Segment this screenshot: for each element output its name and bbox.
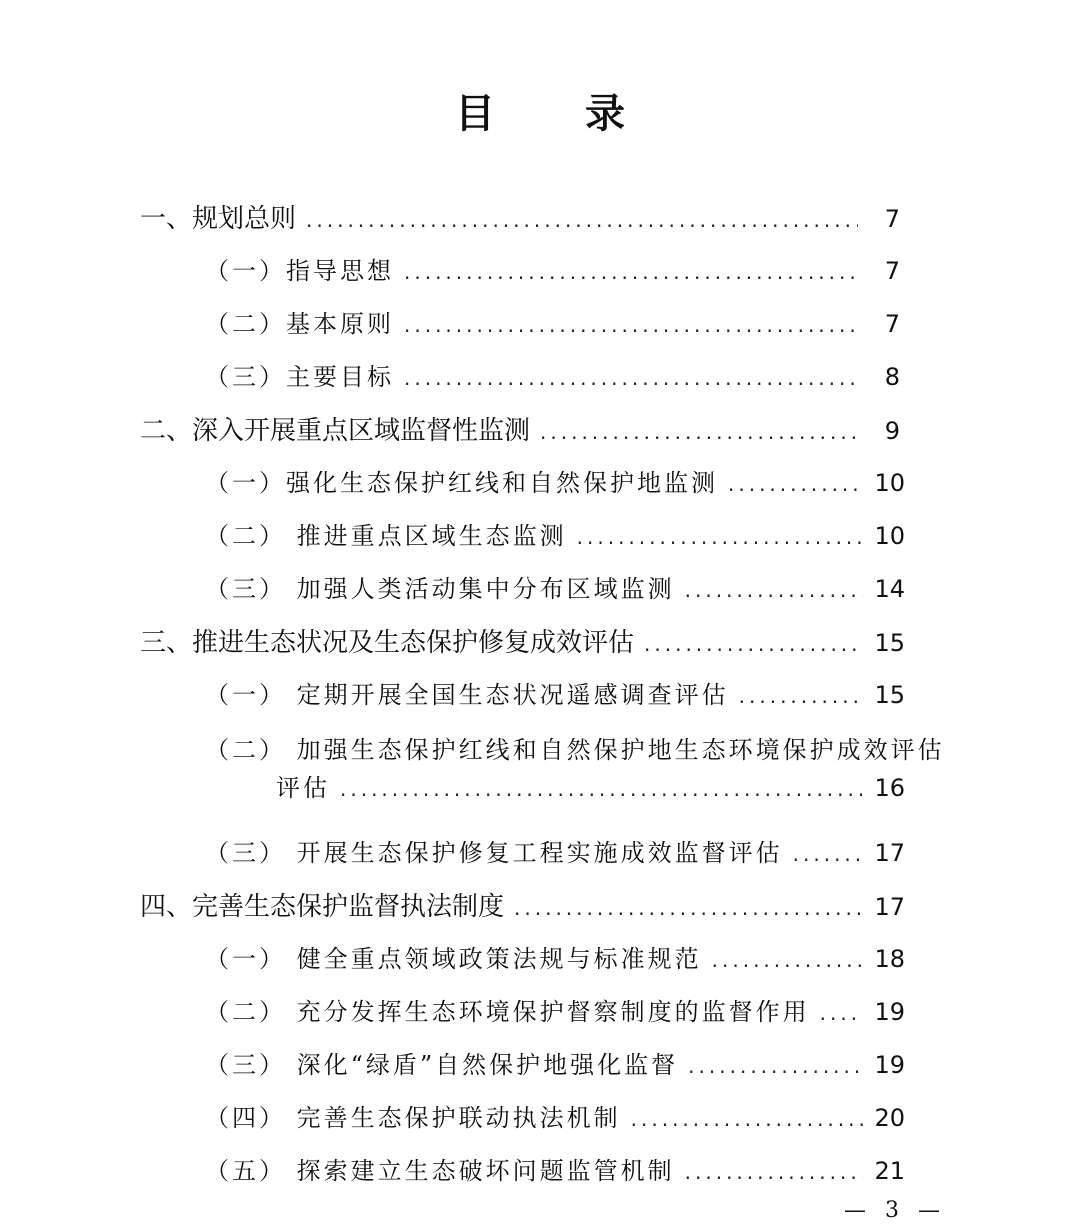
toc-entry-wrapped-line2[interactable] bbox=[276, 768, 905, 803]
toc-entry-page: 16 bbox=[874, 774, 905, 802]
leader-dots bbox=[577, 525, 863, 549]
toc-entry[interactable] bbox=[205, 569, 905, 609]
toc-entry-label: （三）主要目标 bbox=[205, 363, 394, 391]
toc-entry-page: 19 bbox=[874, 1051, 905, 1079]
toc-entry-label: （五） 探索建立生态破坏问题监管机制 bbox=[205, 1157, 675, 1185]
leader-dots bbox=[306, 208, 858, 232]
toc-entry-page: 19 bbox=[874, 998, 905, 1026]
leader-dots bbox=[820, 1001, 863, 1025]
leader-dots bbox=[739, 684, 863, 708]
toc-entry-page: 17 bbox=[874, 839, 905, 867]
toc-entry-label: （二） 充分发挥生态环境保护督察制度的监督作用 bbox=[205, 998, 810, 1026]
toc-entry[interactable] bbox=[205, 833, 905, 873]
toc-title: 目 录 bbox=[455, 91, 663, 137]
leader-dots bbox=[688, 1054, 863, 1078]
toc-entry-page: 15 bbox=[874, 681, 905, 709]
toc-entry-page: 7 bbox=[884, 205, 900, 233]
leader-dots bbox=[644, 632, 863, 656]
toc-entry[interactable] bbox=[205, 992, 905, 1032]
leader-dots bbox=[540, 420, 858, 444]
toc-entry-page: 21 bbox=[874, 1157, 905, 1185]
leader-dots bbox=[685, 578, 863, 602]
toc-entry[interactable] bbox=[205, 304, 900, 344]
toc-entry-wrapped-line1[interactable] bbox=[205, 730, 965, 770]
toc-entry-page: 10 bbox=[874, 522, 905, 550]
leader-dots bbox=[514, 896, 863, 920]
leader-dots bbox=[728, 472, 863, 496]
toc-entry[interactable] bbox=[140, 410, 900, 450]
toc-entry[interactable] bbox=[205, 463, 905, 503]
toc-entry[interactable] bbox=[205, 357, 900, 397]
leader-dots bbox=[685, 1160, 863, 1184]
toc-entry-label: （一） 定期开展全国生态状况遥感调查评估 bbox=[205, 681, 729, 709]
leader-dots bbox=[631, 1107, 863, 1131]
toc-entry[interactable] bbox=[140, 622, 905, 662]
toc-entry-page: 8 bbox=[884, 363, 900, 391]
toc-entry-page: 20 bbox=[874, 1104, 905, 1132]
toc-entry[interactable] bbox=[140, 886, 905, 926]
leader-dots bbox=[340, 777, 863, 801]
toc-entry-page: 17 bbox=[874, 893, 905, 921]
toc-entry[interactable] bbox=[205, 1098, 905, 1138]
toc-entry-page: 7 bbox=[884, 310, 900, 338]
toc-entry-label: （一）强化生态保护红线和自然保护地监测 bbox=[205, 469, 718, 497]
toc-entry-page: 7 bbox=[884, 257, 900, 285]
toc-entry-page: 9 bbox=[884, 417, 900, 445]
toc-entry-label: 一、规划总则 bbox=[140, 204, 297, 234]
leader-dots bbox=[404, 260, 858, 284]
toc-entry[interactable] bbox=[205, 516, 905, 556]
leader-dots bbox=[404, 313, 858, 337]
toc-entry-label: 三、推进生态状况及生态保护修复成效评估 bbox=[140, 628, 635, 658]
toc-entry-label: （四） 完善生态保护联动执法机制 bbox=[205, 1104, 621, 1132]
leader-dots bbox=[712, 948, 863, 972]
toc-entry-page: 10 bbox=[874, 469, 905, 497]
toc-entry[interactable] bbox=[205, 251, 900, 291]
page-number-footer: — 3 — bbox=[844, 1198, 946, 1223]
toc-entry-page: 14 bbox=[874, 575, 905, 603]
toc-entry[interactable] bbox=[140, 198, 900, 238]
toc-entry-label: （二） 推进重点区域生态监测 bbox=[205, 522, 567, 550]
toc-entry-label: 四、完善生态保护监督执法制度 bbox=[140, 892, 505, 922]
toc-entry-label: （三） 开展生态保护修复工程实施成效监督评估 bbox=[205, 839, 783, 867]
toc-entry[interactable] bbox=[205, 939, 905, 979]
toc-entry[interactable] bbox=[205, 675, 905, 715]
toc-entry[interactable] bbox=[205, 1045, 905, 1085]
toc-entry[interactable] bbox=[205, 1151, 905, 1191]
toc-entry-label: （二）基本原则 bbox=[205, 310, 394, 338]
leader-dots bbox=[404, 366, 858, 390]
toc-entry-page: 15 bbox=[874, 629, 905, 657]
toc-entry-label: （一）指导思想 bbox=[205, 257, 394, 285]
toc-entry-label: 二、深入开展重点区域监督性监测 bbox=[140, 416, 531, 446]
toc-entry-label: （一） 健全重点领域政策法规与标准规范 bbox=[205, 945, 702, 973]
leader-dots bbox=[793, 842, 863, 866]
toc-entry-label-continuation: 评估 bbox=[276, 774, 330, 802]
toc-entry-label: （三） 深化“绿盾”自然保护地强化监督 bbox=[205, 1051, 679, 1079]
toc-entry-page: 18 bbox=[874, 945, 905, 973]
toc-entry-label: （三） 加强人类活动集中分布区域监测 bbox=[205, 575, 675, 603]
toc-entry-label: （二） 加强生态保护红线和自然保护地生态环境保护成效评估 bbox=[205, 736, 945, 764]
